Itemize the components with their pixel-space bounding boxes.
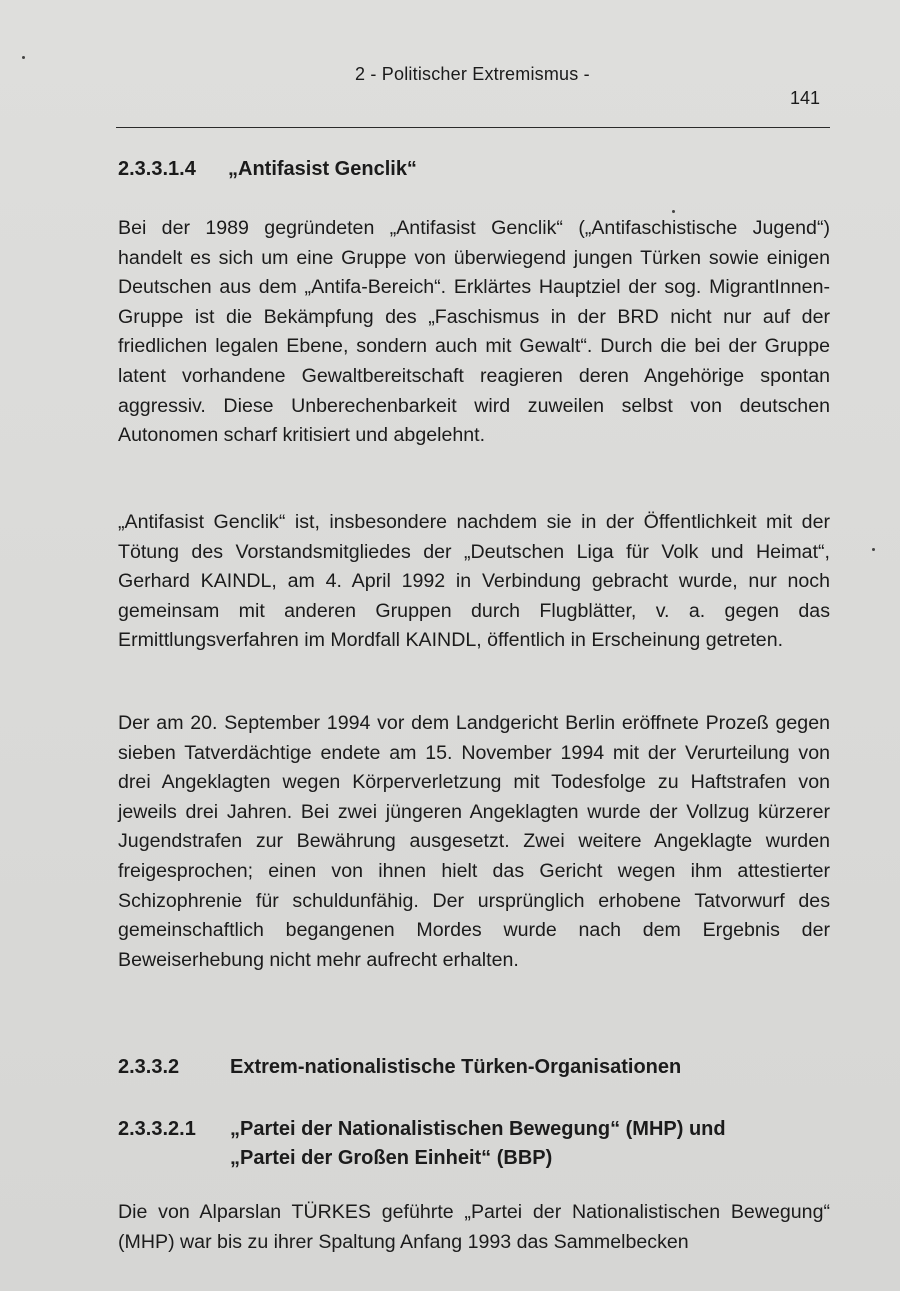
scan-speck: [672, 210, 675, 213]
section-title-line-1: „Partei der Nationalistischen Bewegung“ (MHP) und: [230, 1118, 726, 1140]
scan-speck: [872, 548, 875, 551]
section-heading-2-3-3-2: [118, 1056, 681, 1079]
section-number: 2.3.3.2.1: [118, 1118, 196, 1140]
section-title-line-2: „Partei der Großen Einheit“ (BBP): [230, 1147, 553, 1169]
section-title: „Antifasist Genclik“: [228, 158, 417, 180]
paragraph-2: „Antifasist Genclik“ ist, insbesondere nachdem sie in der Öffentlichkeit mit der Tötung des Vorstandsmitgliedes der „Deutschen Liga für Volk und Heimat“, Gerhard KAINDL, am 4. April 1992 in Verbindung gebracht wurde, nur noch gemeinsam mit anderen Gruppen durch Flugblätter, v. a. gegen das Ermittlungsverfahren im Mordfall KAINDL, öffentlich in Erscheinung getreten.: [118, 511, 830, 652]
header-rule: [116, 127, 830, 128]
running-header: 2 - Politischer Extremismus -: [355, 64, 590, 84]
section-number: 2.3.3.2: [118, 1056, 180, 1078]
section-heading-2-3-3-1-4: [118, 158, 417, 181]
section-title: Extrem-nationalistische Türken-Organisationen: [230, 1056, 682, 1078]
paragraph-4: Die von Alparslan TÜRKES geführte „Partei der Nationalistischen Bewegung“ (MHP) war bis zu ihrer Spaltung Anfang 1993 das Sammelbecken: [118, 1201, 830, 1253]
paragraph-3: Der am 20. September 1994 vor dem Landgericht Berlin eröffnete Prozeß gegen sieben Tatverdächtige endete am 15. November 1994 mit der Verurteilung von drei Angeklagten wegen Körperverletzung mit Todesfolge zu Haftstrafen von jeweils drei Jahren. Bei zwei jüngeren Angeklagten wurde der Vollzug kürzerer Jugendstrafen zur Bewährung ausgesetzt. Zwei weitere Angeklagte wurden freigesprochen; einen von ihnen hielt das Gericht wegen ihm attestierter Schizophrenie für schuldunfähig. Der ursprünglich erhobene Tatvorwurf des gemeinschaftlich begangenen Mordes wurde nach dem Ergebnis der Beweiserhebung nicht mehr aufrecht erhalten.: [118, 712, 830, 971]
paragraph-1: Bei der 1989 gegründeten „Antifasist Genclik“ („Antifaschistische Jugend“) handelt es sich um eine Gruppe von überwiegend jungen Türken sowie einigen Deutschen aus dem „Antifa-Bereich“. Erklärtes Hauptziel der sog. MigrantInnen-Gruppe ist die Bekämpfung des „Faschismus in der BRD nicht nur auf der friedlichen legalen Ebene, sondern auch mit Gewalt“. Durch die bei der Gruppe latent vorhandene Gewaltbereitschaft reagieren deren Angehörige spontan aggressiv. Diese Unberechenbarkeit wird zuweilen selbst von deutschen Autonomen scharf kritisiert und abgelehnt.: [118, 217, 830, 447]
scan-speck: [22, 56, 25, 59]
page-number: 141: [790, 88, 821, 108]
section-title: [230, 1115, 830, 1173]
section-heading-2-3-3-2-1: [118, 1115, 830, 1173]
section-number: 2.3.3.1.4: [118, 158, 196, 180]
